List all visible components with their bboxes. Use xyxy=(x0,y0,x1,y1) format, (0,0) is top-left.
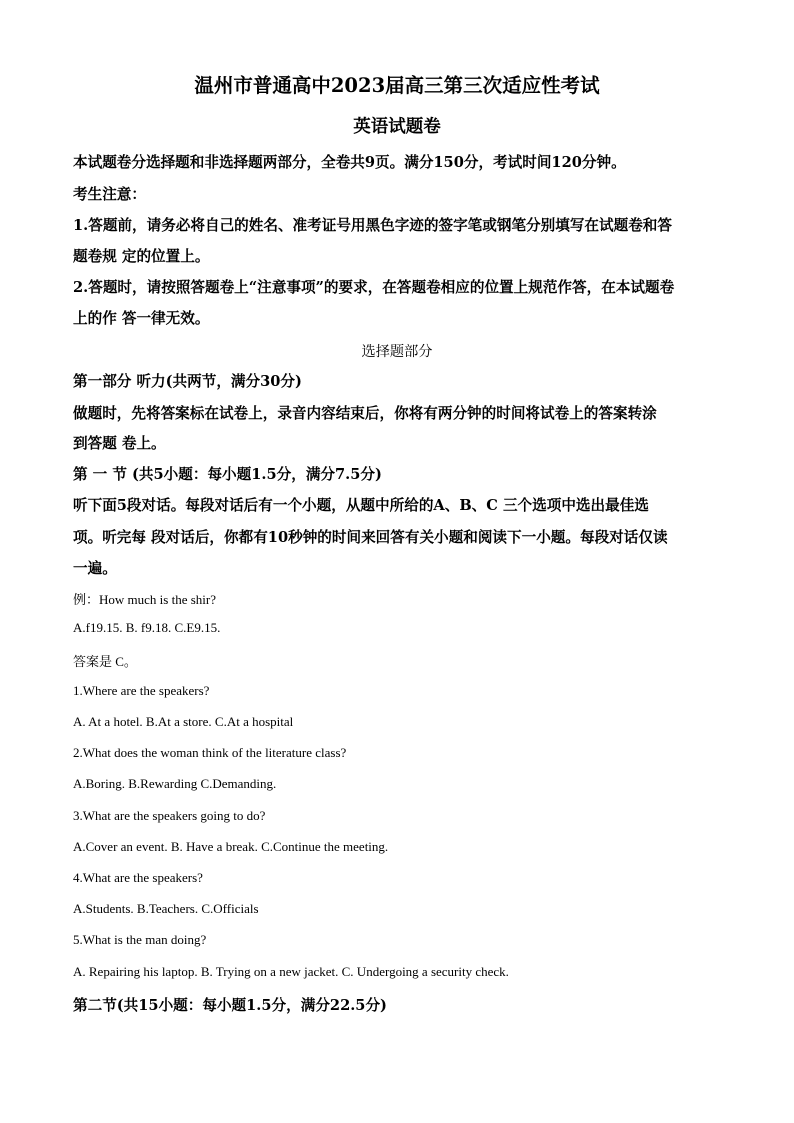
section-1-instruction-b: 项。听完每 段对话后，你都有10秒钟的时间来回答有关小题和阅读下一小题。每段对话仅读 xyxy=(73,529,668,546)
notice-1-line-a: 1.答题前，请务必将自己的姓名、准考证号用黑色字迹的签字笔或钢笔分别填写在试题卷和答 xyxy=(73,217,672,234)
example-options: A.f19.15. B. f9.18. C.E9.15. xyxy=(73,620,221,635)
example-question: 例：How much is the shir? xyxy=(73,592,216,607)
part-1-title: 第一部分 听力(共两节，满分30分) xyxy=(73,373,302,390)
notice-heading: 考生注意： xyxy=(73,186,146,203)
question-2-options: A.Boring. B.Rewarding C.Demanding. xyxy=(73,776,277,791)
section-1-instruction-c: 一遍。 xyxy=(73,560,117,577)
question-1-options: A. At a hotel. B.At a store. C.At a hospital xyxy=(73,714,294,729)
section-1-title: 第 一 节 (共5小题：每小题1.5分，满分7.5分) xyxy=(73,466,382,483)
notice-1-line-b: 题卷规 定的位置上。 xyxy=(73,248,210,265)
section-1-instruction-a: 听下面5段对话。每段对话后有一个小题，从题中所给的A、B、C 三个选项中选出最佳选 xyxy=(73,497,649,514)
question-4: 4.What are the speakers? xyxy=(73,870,203,885)
intro-line: 本试题卷分选择题和非选择题两部分，全卷共9页。满分150分，考试时间120分钟。 xyxy=(73,154,626,171)
page-subtitle: 英语试题卷 xyxy=(353,117,441,137)
notice-2-line-b: 上的作 答一律无效。 xyxy=(73,310,210,327)
question-3: 3.What are the speakers going to do? xyxy=(73,808,266,823)
part-1-instruction-b: 到答题 卷上。 xyxy=(73,435,166,452)
example-answer: 答案是 C。 xyxy=(73,654,137,669)
part-1-instruction-a: 做题时，先将答案标在试卷上，录音内容结束后，你将有两分钟的时间将试卷上的答案转涂 xyxy=(73,405,657,422)
page-title: 温州市普通高中2023届高三第三次适应性考试 xyxy=(194,74,600,97)
question-5-options: A. Repairing his laptop. B. Trying on a new jacket. C. Undergoing a security check. xyxy=(73,964,509,979)
question-4-options: A.Students. B.Teachers. C.Officials xyxy=(73,901,259,916)
question-5: 5.What is the man doing? xyxy=(73,932,207,947)
question-3-options: A.Cover an event. B. Have a break. C.Continue the meeting. xyxy=(73,839,389,854)
section-2-title: 第二节(共15小题：每小题1.5分，满分22.5分) xyxy=(73,997,387,1014)
question-2: 2.What does the woman think of the literature class? xyxy=(73,745,347,760)
question-1: 1.Where are the speakers? xyxy=(73,683,210,698)
notice-2-line-a: 2.答题时，请按照答题卷上“注意事项”的要求，在答题卷相应的位置上规范作答，在本试题卷 xyxy=(73,279,675,296)
section-heading: 选择题部分 xyxy=(361,344,433,360)
